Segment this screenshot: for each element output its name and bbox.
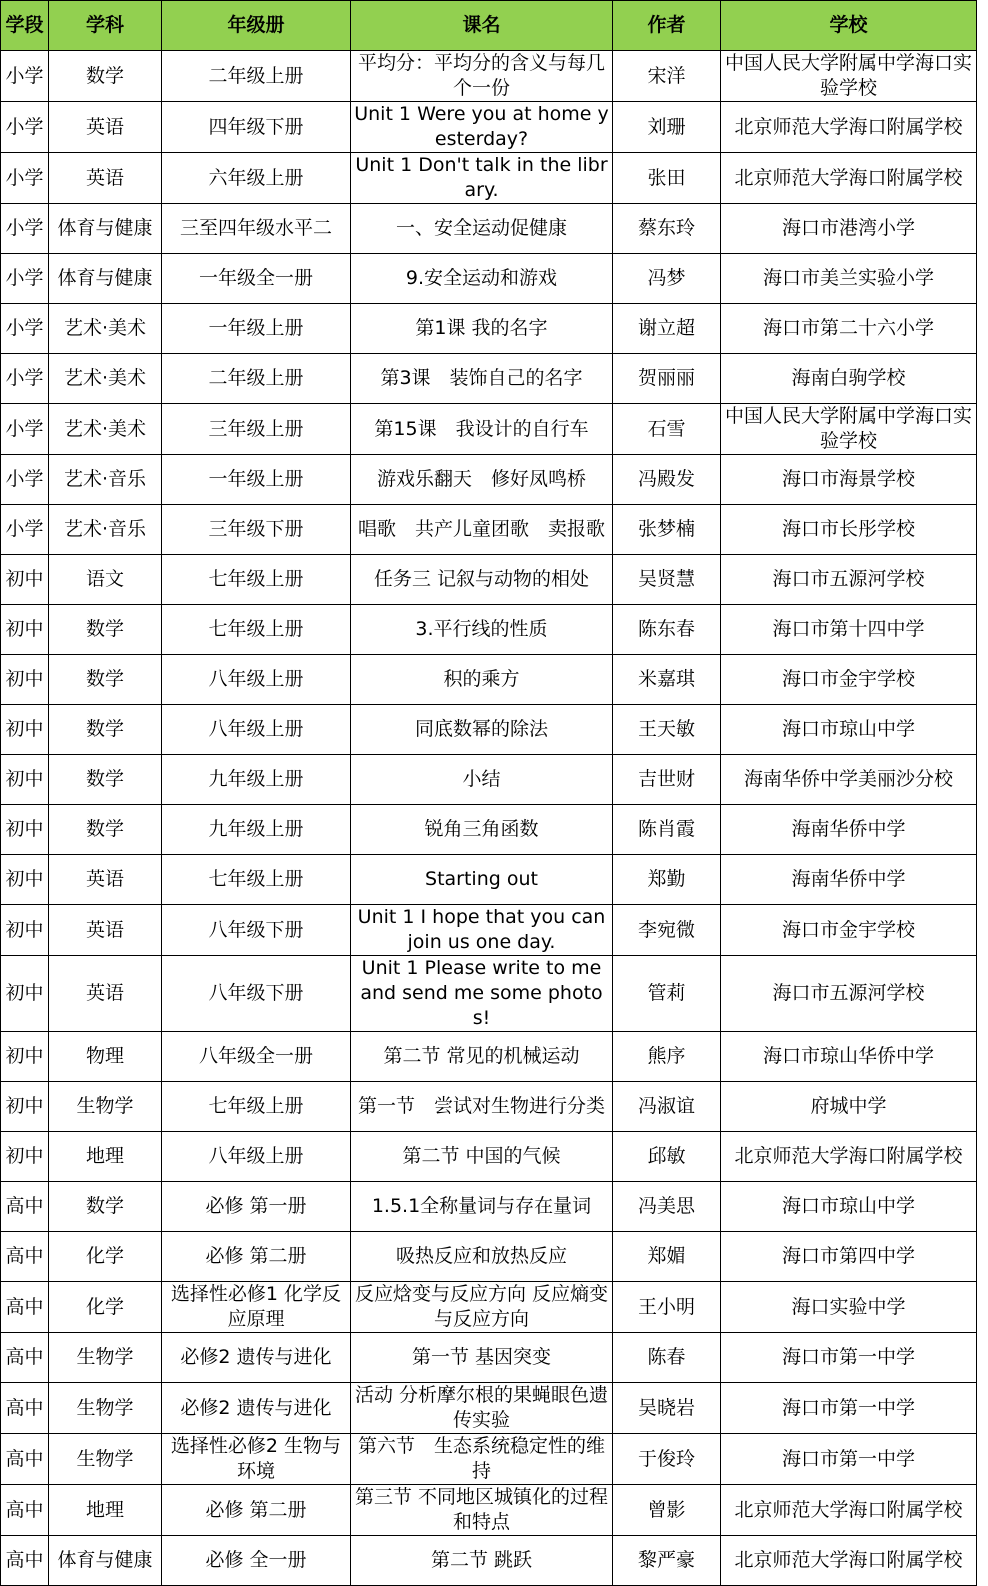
cell-stage: 初中 (1, 755, 49, 805)
cell-subject: 物理 (49, 1032, 162, 1082)
cell-grade-volume: 八年级下册 (162, 956, 351, 1032)
cell-stage: 初中 (1, 805, 49, 855)
cell-school: 海口市琼山中学 (721, 1182, 977, 1232)
cell-author: 吴贤慧 (613, 555, 721, 605)
cell-author: 米嘉琪 (613, 655, 721, 705)
cell-author: 张田 (613, 153, 721, 204)
cell-subject: 体育与健康 (49, 204, 162, 254)
cell-stage: 高中 (1, 1282, 49, 1333)
cell-author: 管莉 (613, 956, 721, 1032)
cell-school: 海口市第二十六小学 (721, 304, 977, 354)
cell-grade-volume: 选择性必修1 化学反应原理 (162, 1282, 351, 1333)
table-row (1, 1434, 977, 1485)
header-stage: 学段 (1, 1, 49, 51)
cell-author: 贺丽丽 (613, 354, 721, 404)
cell-stage: 小学 (1, 505, 49, 555)
cell-author: 陈东春 (613, 605, 721, 655)
cell-grade-volume: 九年级上册 (162, 805, 351, 855)
cell-subject: 体育与健康 (49, 254, 162, 304)
cell-school: 北京师范大学海口附属学校 (721, 1132, 977, 1182)
header-author: 作者 (613, 1, 721, 51)
table-row (1, 455, 977, 505)
cell-author: 黎严豪 (613, 1536, 721, 1586)
cell-stage: 小学 (1, 404, 49, 455)
cell-stage: 小学 (1, 354, 49, 404)
cell-school: 海口市海景学校 (721, 455, 977, 505)
cell-lesson-name: 3.平行线的性质 (351, 605, 613, 655)
cell-lesson-name: 第15课 我设计的自行车 (351, 404, 613, 455)
cell-grade-volume: 六年级上册 (162, 153, 351, 204)
cell-author: 冯殿发 (613, 455, 721, 505)
cell-stage: 高中 (1, 1333, 49, 1383)
cell-lesson-name: 吸热反应和放热反应 (351, 1232, 613, 1282)
cell-grade-volume: 七年级上册 (162, 605, 351, 655)
cell-author: 王天敏 (613, 705, 721, 755)
header-row (1, 1, 977, 51)
cell-school: 中国人民大学附属中学海口实验学校 (721, 51, 977, 102)
cell-stage: 初中 (1, 555, 49, 605)
cell-lesson-name: Unit 1 Were you at home yesterday? (351, 102, 613, 153)
cell-school: 海口市第十四中学 (721, 605, 977, 655)
cell-school: 海口市琼山中学 (721, 705, 977, 755)
cell-school: 北京师范大学海口附属学校 (721, 153, 977, 204)
cell-subject: 生物学 (49, 1434, 162, 1485)
cell-subject: 英语 (49, 855, 162, 905)
cell-author: 吉世财 (613, 755, 721, 805)
cell-grade-volume: 八年级上册 (162, 705, 351, 755)
table-row (1, 605, 977, 655)
cell-school: 海口市琼山华侨中学 (721, 1032, 977, 1082)
cell-subject: 化学 (49, 1232, 162, 1282)
cell-school: 海口市港湾小学 (721, 204, 977, 254)
cell-lesson-name: 游戏乐翻天 修好凤鸣桥 (351, 455, 613, 505)
table-row (1, 102, 977, 153)
table-row (1, 51, 977, 102)
cell-school: 海南白驹学校 (721, 354, 977, 404)
cell-subject: 数学 (49, 51, 162, 102)
cell-lesson-name: 第3课 装饰自己的名字 (351, 354, 613, 404)
cell-stage: 初中 (1, 1032, 49, 1082)
cell-subject: 化学 (49, 1282, 162, 1333)
table-row (1, 705, 977, 755)
cell-stage: 初中 (1, 655, 49, 705)
table-row (1, 1132, 977, 1182)
cell-subject: 英语 (49, 905, 162, 956)
table-row (1, 354, 977, 404)
cell-school: 海口市第一中学 (721, 1333, 977, 1383)
cell-grade-volume: 七年级上册 (162, 555, 351, 605)
cell-grade-volume: 七年级上册 (162, 855, 351, 905)
cell-lesson-name: Unit 1 I hope that you can join us one day. (351, 905, 613, 956)
cell-author: 冯淑谊 (613, 1082, 721, 1132)
cell-subject: 生物学 (49, 1333, 162, 1383)
cell-subject: 英语 (49, 153, 162, 204)
cell-lesson-name: 活动 分析摩尔根的果蝇眼色遗传实验 (351, 1383, 613, 1434)
cell-grade-volume: 必修2 遗传与进化 (162, 1333, 351, 1383)
cell-author: 曾影 (613, 1485, 721, 1536)
cell-lesson-name: 第一节 尝试对生物进行分类 (351, 1082, 613, 1132)
table-row (1, 1333, 977, 1383)
cell-subject: 艺术·音乐 (49, 455, 162, 505)
cell-grade-volume: 必修 第二册 (162, 1232, 351, 1282)
cell-school: 海口市五源河学校 (721, 956, 977, 1032)
cell-grade-volume: 八年级上册 (162, 1132, 351, 1182)
cell-subject: 数学 (49, 655, 162, 705)
cell-subject: 数学 (49, 605, 162, 655)
cell-lesson-name: Unit 1 Please write to me and send me some photos! (351, 956, 613, 1032)
cell-lesson-name: 第二节 常见的机械运动 (351, 1032, 613, 1082)
cell-author: 王小明 (613, 1282, 721, 1333)
cell-stage: 高中 (1, 1434, 49, 1485)
cell-lesson-name: 9.安全运动和游戏 (351, 254, 613, 304)
cell-stage: 初中 (1, 605, 49, 655)
table-row (1, 805, 977, 855)
cell-subject: 生物学 (49, 1383, 162, 1434)
header-school: 学校 (721, 1, 977, 51)
table-row (1, 1383, 977, 1434)
cell-author: 宋洋 (613, 51, 721, 102)
cell-grade-volume: 八年级下册 (162, 905, 351, 956)
cell-author: 吴晓岩 (613, 1383, 721, 1434)
cell-author: 陈春 (613, 1333, 721, 1383)
cell-lesson-name: 一、安全运动促健康 (351, 204, 613, 254)
cell-stage: 小学 (1, 102, 49, 153)
cell-school: 北京师范大学海口附属学校 (721, 1485, 977, 1536)
table-row (1, 855, 977, 905)
header-lesson-name: 课名 (351, 1, 613, 51)
cell-school: 海口市第一中学 (721, 1434, 977, 1485)
table-body (1, 51, 977, 1586)
table-row (1, 655, 977, 705)
cell-lesson-name: 锐角三角函数 (351, 805, 613, 855)
cell-subject: 艺术·美术 (49, 354, 162, 404)
cell-grade-volume: 三至四年级水平二 (162, 204, 351, 254)
cell-grade-volume: 必修 全一册 (162, 1536, 351, 1586)
table-row (1, 1032, 977, 1082)
cell-lesson-name: 1.5.1全称量词与存在量词 (351, 1182, 613, 1232)
cell-school: 海口市五源河学校 (721, 555, 977, 605)
cell-author: 郑媚 (613, 1232, 721, 1282)
cell-school: 北京师范大学海口附属学校 (721, 102, 977, 153)
cell-school: 海口市金宇学校 (721, 655, 977, 705)
cell-grade-volume: 三年级上册 (162, 404, 351, 455)
cell-lesson-name: Starting out (351, 855, 613, 905)
cell-lesson-name: 任务三 记叙与动物的相处 (351, 555, 613, 605)
table-row (1, 755, 977, 805)
cell-subject: 数学 (49, 805, 162, 855)
cell-grade-volume: 三年级下册 (162, 505, 351, 555)
table-row (1, 1182, 977, 1232)
cell-author: 冯美思 (613, 1182, 721, 1232)
table-row (1, 304, 977, 354)
cell-author: 熊序 (613, 1032, 721, 1082)
cell-lesson-name: Unit 1 Don't talk in the library. (351, 153, 613, 204)
cell-school: 海口市金宇学校 (721, 905, 977, 956)
cell-grade-volume: 七年级上册 (162, 1082, 351, 1132)
cell-lesson-name: 反应焓变与反应方向 反应熵变与反应方向 (351, 1282, 613, 1333)
cell-subject: 数学 (49, 705, 162, 755)
table-row (1, 1282, 977, 1333)
cell-stage: 高中 (1, 1182, 49, 1232)
cell-school: 中国人民大学附属中学海口实验学校 (721, 404, 977, 455)
cell-subject: 数学 (49, 1182, 162, 1232)
cell-subject: 艺术·美术 (49, 304, 162, 354)
cell-lesson-name: 第三节 不同地区城镇化的过程和特点 (351, 1485, 613, 1536)
cell-author: 石雪 (613, 404, 721, 455)
cell-grade-volume: 四年级下册 (162, 102, 351, 153)
cell-subject: 语文 (49, 555, 162, 605)
table-row (1, 1485, 977, 1536)
cell-school: 北京师范大学海口附属学校 (721, 1536, 977, 1586)
cell-subject: 地理 (49, 1132, 162, 1182)
cell-school: 海口市第四中学 (721, 1232, 977, 1282)
cell-stage: 初中 (1, 855, 49, 905)
cell-lesson-name: 第二节 跳跃 (351, 1536, 613, 1586)
cell-stage: 初中 (1, 705, 49, 755)
header-subject: 学科 (49, 1, 162, 51)
cell-grade-volume: 八年级全一册 (162, 1032, 351, 1082)
cell-lesson-name: 小结 (351, 755, 613, 805)
cell-stage: 小学 (1, 455, 49, 505)
cell-stage: 高中 (1, 1232, 49, 1282)
table-row (1, 254, 977, 304)
cell-stage: 高中 (1, 1383, 49, 1434)
table-header (1, 1, 977, 51)
table-row (1, 1536, 977, 1586)
cell-lesson-name: 平均分：平均分的含义与每几个一份 (351, 51, 613, 102)
header-grade-volume: 年级册 (162, 1, 351, 51)
cell-grade-volume: 必修 第二册 (162, 1485, 351, 1536)
cell-subject: 地理 (49, 1485, 162, 1536)
cell-school: 海南华侨中学 (721, 855, 977, 905)
cell-grade-volume: 一年级上册 (162, 304, 351, 354)
cell-grade-volume: 八年级上册 (162, 655, 351, 705)
cell-author: 谢立超 (613, 304, 721, 354)
cell-author: 刘珊 (613, 102, 721, 153)
cell-school: 海口市长彤学校 (721, 505, 977, 555)
cell-lesson-name: 第二节 中国的气候 (351, 1132, 613, 1182)
cell-lesson-name: 积的乘方 (351, 655, 613, 705)
cell-author: 郑勤 (613, 855, 721, 905)
cell-stage: 高中 (1, 1485, 49, 1536)
cell-school: 海口实验中学 (721, 1282, 977, 1333)
cell-author: 冯梦 (613, 254, 721, 304)
cell-subject: 体育与健康 (49, 1536, 162, 1586)
table-row (1, 505, 977, 555)
table-row (1, 404, 977, 455)
cell-stage: 小学 (1, 51, 49, 102)
cell-stage: 高中 (1, 1536, 49, 1586)
table-row (1, 956, 977, 1032)
table-row (1, 153, 977, 204)
cell-lesson-name: 第1课 我的名字 (351, 304, 613, 354)
cell-subject: 英语 (49, 956, 162, 1032)
cell-grade-volume: 一年级全一册 (162, 254, 351, 304)
cell-lesson-name: 第六节 生态系统稳定性的维持 (351, 1434, 613, 1485)
table-row (1, 1232, 977, 1282)
cell-school: 海口市美兰实验小学 (721, 254, 977, 304)
cell-grade-volume: 必修 第一册 (162, 1182, 351, 1232)
cell-author: 于俊玲 (613, 1434, 721, 1485)
cell-subject: 艺术·音乐 (49, 505, 162, 555)
cell-subject: 生物学 (49, 1082, 162, 1132)
cell-stage: 初中 (1, 1082, 49, 1132)
cell-subject: 数学 (49, 755, 162, 805)
cell-stage: 小学 (1, 254, 49, 304)
cell-school: 府城中学 (721, 1082, 977, 1132)
cell-stage: 小学 (1, 153, 49, 204)
cell-stage: 小学 (1, 204, 49, 254)
cell-subject: 艺术·美术 (49, 404, 162, 455)
table-row (1, 204, 977, 254)
cell-stage: 初中 (1, 905, 49, 956)
cell-grade-volume: 一年级上册 (162, 455, 351, 505)
cell-stage: 初中 (1, 1132, 49, 1182)
table-row (1, 555, 977, 605)
cell-school: 海南华侨中学美丽沙分校 (721, 755, 977, 805)
cell-author: 李宛微 (613, 905, 721, 956)
cell-grade-volume: 二年级上册 (162, 354, 351, 404)
cell-grade-volume: 九年级上册 (162, 755, 351, 805)
cell-subject: 英语 (49, 102, 162, 153)
cell-school: 海口市第一中学 (721, 1383, 977, 1434)
cell-author: 邱敏 (613, 1132, 721, 1182)
cell-author: 陈肖霞 (613, 805, 721, 855)
cell-lesson-name: 第一节 基因突变 (351, 1333, 613, 1383)
cell-grade-volume: 二年级上册 (162, 51, 351, 102)
table-row (1, 905, 977, 956)
cell-lesson-name: 同底数幂的除法 (351, 705, 613, 755)
cell-stage: 初中 (1, 956, 49, 1032)
cell-author: 张梦楠 (613, 505, 721, 555)
cell-grade-volume: 必修2 遗传与进化 (162, 1383, 351, 1434)
cell-lesson-name: 唱歌 共产儿童团歌 卖报歌 (351, 505, 613, 555)
table-row (1, 1082, 977, 1132)
cell-stage: 小学 (1, 304, 49, 354)
cell-school: 海南华侨中学 (721, 805, 977, 855)
cell-grade-volume: 选择性必修2 生物与环境 (162, 1434, 351, 1485)
cell-author: 蔡东玲 (613, 204, 721, 254)
